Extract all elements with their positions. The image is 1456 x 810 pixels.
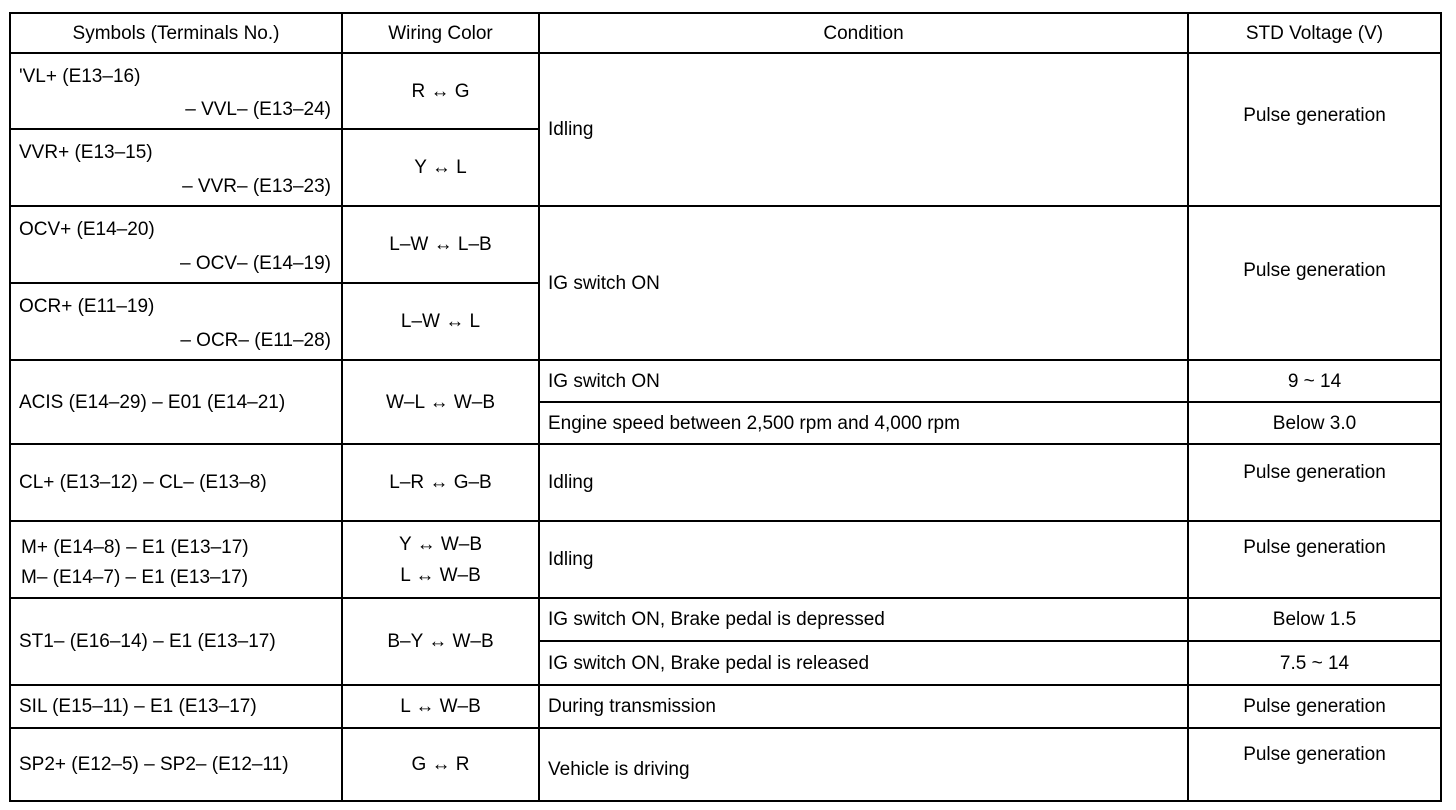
wiring-cell-sp2: G ↔ R: [411, 754, 470, 775]
condition-cell: Engine speed between 2,500 rpm and 4,000 rpm: [548, 412, 960, 434]
symbol-cell-vvr: [11, 130, 341, 205]
symbol-line: – VVR– (E13–23): [182, 176, 331, 197]
symbol-line: OCV+ (E14–20): [19, 219, 155, 240]
symbol-cell-sp2: SP2+ (E12–5) – SP2– (E12–11): [19, 754, 289, 775]
symbol-line: 'VL+ (E13–16): [19, 66, 141, 87]
wiring-cell-cl: L–R ↔ G–B: [389, 472, 492, 493]
symbol-cell-cl: CL+ (E13–12) – CL– (E13–8): [19, 472, 267, 493]
wiring-line: L ↔ W–B: [400, 564, 481, 586]
voltage-cell: Pulse generation: [1243, 696, 1386, 717]
condition-cell: IG switch ON: [548, 272, 660, 294]
condition-cell: During transmission: [548, 696, 716, 717]
voltage-cell: Pulse generation: [1243, 537, 1386, 558]
symbol-cell-m: [11, 522, 341, 597]
voltage-cell: Pulse generation: [1243, 744, 1386, 765]
wiring-cell-vvr: Y ↔ L: [414, 157, 467, 178]
voltage-cell: Pulse generation: [1243, 105, 1386, 126]
symbol-cell-acis: ACIS (E14–29) – E01 (E14–21): [19, 391, 286, 413]
condition-cell: IG switch ON, Brake pedal is released: [548, 652, 870, 674]
symbol-cell-ocr: [11, 284, 341, 359]
voltage-cell: Pulse generation: [1243, 462, 1386, 483]
header-condition: Condition: [823, 22, 904, 44]
symbol-cell-sil: SIL (E15–11) – E1 (E13–17): [19, 696, 257, 717]
symbol-cell-ocv: [11, 207, 341, 282]
voltage-cell: Below 1.5: [1272, 609, 1357, 630]
voltage-cell: 7.5 ~ 14: [1279, 652, 1350, 674]
wiring-cell-vvl: R ↔ G: [411, 80, 470, 102]
symbol-cell-st1: ST1– (E16–14) – E1 (E13–17): [19, 631, 276, 652]
terminal-voltage-table: [9, 12, 1442, 802]
symbol-line: M+ (E14–8) – E1 (E13–17): [21, 537, 249, 558]
condition-cell: IG switch ON, Brake pedal is depressed: [548, 609, 885, 630]
condition-cell: Idling: [548, 472, 594, 493]
condition-cell: Vehicle is driving: [548, 759, 690, 780]
wiring-cell-st1: B–Y ↔ W–B: [387, 631, 494, 652]
header-wiring-color: Wiring Color: [388, 22, 493, 44]
condition-cell: Idling: [548, 549, 594, 570]
symbol-line: OCR+ (E11–19): [19, 296, 155, 317]
condition-cell: Idling: [548, 119, 594, 140]
header-std-voltage: STD Voltage (V): [1245, 22, 1384, 44]
voltage-cell: Pulse generation: [1243, 260, 1386, 281]
symbol-line: M– (E14–7) – E1 (E13–17): [21, 567, 249, 588]
symbol-line: – VVL– (E13–24): [185, 99, 331, 120]
wiring-line: Y ↔ W–B: [398, 533, 483, 555]
wiring-cell-ocv: L–W ↔ L–B: [389, 234, 492, 255]
wiring-cell-sil: L ↔ W–B: [400, 696, 481, 717]
wiring-cell-m: [343, 522, 538, 597]
wiring-cell-ocr: L–W ↔ L: [400, 311, 481, 332]
symbol-line: – OCV– (E14–19): [179, 253, 331, 274]
header-symbols: Symbols (Terminals No.): [72, 22, 280, 44]
symbol-line: – OCR– (E11–28): [180, 330, 331, 351]
symbol-line: VVR+ (E13–15): [19, 142, 153, 163]
voltage-cell: 9 ~ 14: [1287, 370, 1342, 392]
voltage-cell: Below 3.0: [1272, 412, 1357, 434]
condition-cell: IG switch ON: [548, 370, 660, 392]
wiring-cell-acis: W–L ↔ W–B: [385, 391, 496, 413]
symbol-cell-vvl: [11, 54, 341, 128]
